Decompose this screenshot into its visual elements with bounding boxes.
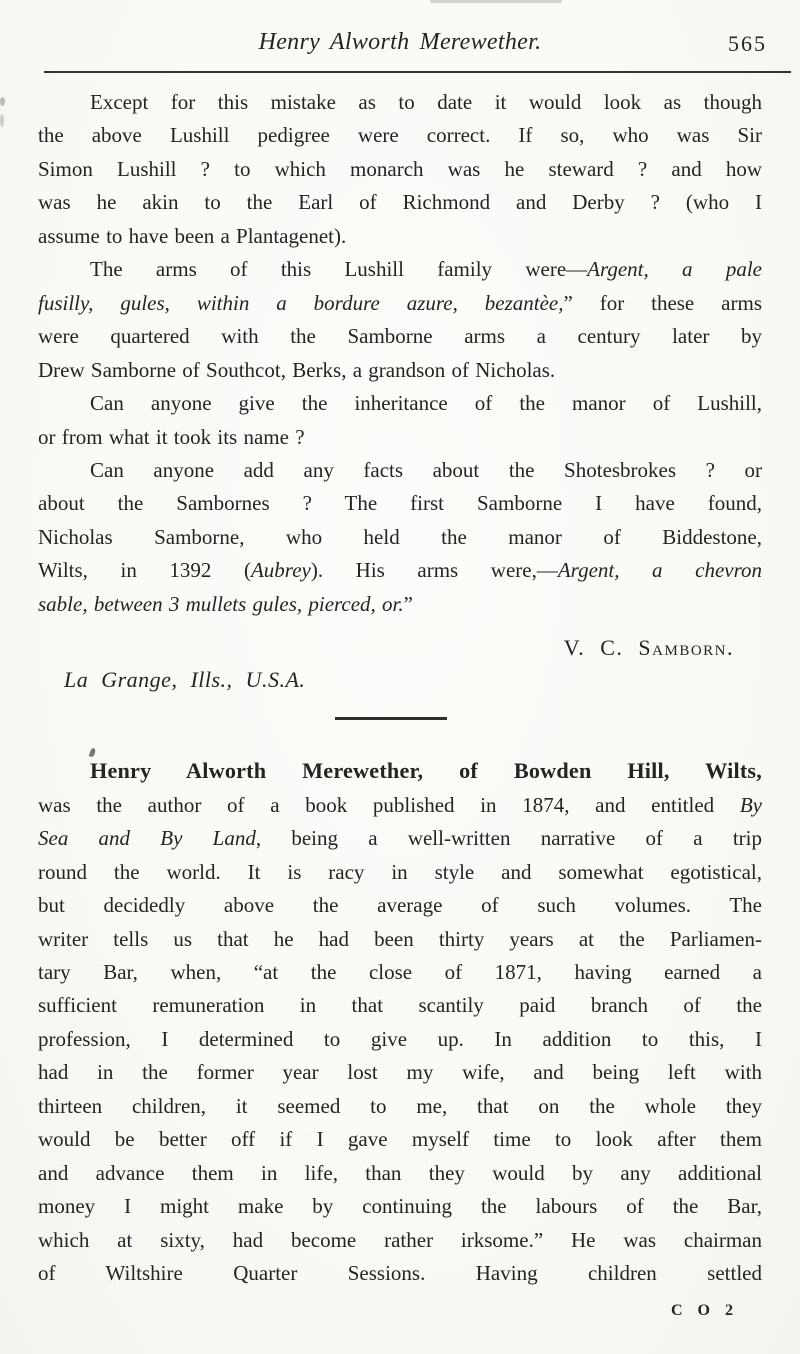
text-line: which at sixty, had become rather irksome.” He was chairman (38, 1227, 762, 1252)
text-line: would be better off if I gave myself time to look after them (38, 1127, 762, 1152)
text-line: was the author of a book published in 1874, and entitled By (38, 792, 762, 817)
text-line: assume to have been a Plantagenet). (38, 223, 347, 248)
text-line: Wilts, in 1392 (Aubrey). His arms were,—Argent, a chevron (38, 558, 762, 583)
text-line: profession, I determined to give up. In addition to this, I (38, 1026, 762, 1051)
page-number: 565 (728, 31, 767, 56)
text-line: Drew Samborne of Southcot, Berks, a grandson of Nicholas. (38, 357, 556, 382)
text-line: Simon Lushill ? to which monarch was he steward ? and how (38, 156, 762, 181)
text-body (38, 86, 762, 1291)
running-header-title: Henry Alworth Merewether. (258, 29, 542, 55)
text-line: Except for this mistake as to date it would look as though (90, 90, 762, 114)
text-line: round the world. It is racy in style and somewhat egotistical, (38, 859, 762, 884)
text-line: fusilly, gules, within a bordure azure, bezantèe,” for these arms (38, 290, 762, 315)
text-line: Sea and By Land, being a well-written narrative of a trip (38, 826, 762, 851)
contributor-signature: V. C. Samborn. (563, 635, 734, 661)
scan-smudge-top (430, 0, 562, 3)
text-line: the above Lushill pedigree were correct. If so, who was Sir (38, 123, 762, 148)
paragraph (38, 387, 762, 454)
text-line: Can anyone add any facts about the Shotesbrokes ? or (90, 457, 762, 482)
text-line: and advance them in life, than they would by any additional (38, 1160, 762, 1185)
scan-speck (0, 114, 4, 127)
text-line: writer tells us that he had been thirty years at the Parliamen- (38, 926, 762, 951)
text-line: of Wiltshire Quarter Sessions. Having children settled (38, 1261, 762, 1286)
paragraph (38, 754, 762, 1290)
text-line: was he akin to the Earl of Richmond and Derby ? (who I (38, 190, 762, 215)
printers-signature-mark: C O 2 (671, 1302, 734, 1319)
paragraph (38, 253, 762, 387)
text-line: Can anyone give the inheritance of the manor of Lushill, (90, 391, 762, 416)
paragraph (38, 86, 762, 253)
divider-rule (335, 717, 447, 720)
text-line: tary Bar, when, “at the close of 1871, having earned a (38, 959, 762, 984)
text-line: had in the former year lost my wife, and being left with (38, 1060, 762, 1085)
text-line: were quartered with the Samborne arms a century later by (38, 324, 762, 349)
text-line: Henry Alworth Merewether, of Bowden Hill, Wilts, (90, 758, 762, 784)
contributor-place: La Grange, Ills., U.S.A. (64, 667, 306, 693)
text-line: sable, between 3 mullets gules, pierced, or.” (38, 591, 413, 616)
section-divider (38, 717, 762, 720)
text-line: money I might make by continuing the labours of the Bar, (38, 1194, 762, 1219)
text-line: about the Sambornes ? The first Samborne I have found, (38, 491, 762, 516)
scan-speck (0, 97, 5, 106)
text-line: The arms of this Lushill family were—Argent, a pale (90, 257, 762, 282)
text-line: or from what it took its name ? (38, 424, 305, 449)
paragraph (38, 454, 762, 621)
text-line: sufficient remuneration in that scantily paid branch of the (38, 993, 762, 1018)
text-line: Nicholas Samborne, who held the manor of Biddestone, (38, 524, 762, 549)
text-line: thirteen children, it seemed to me, that on the whole they (38, 1093, 762, 1118)
text-line: but decidedly above the average of such volumes. The (38, 893, 762, 918)
header-rule (44, 71, 791, 73)
